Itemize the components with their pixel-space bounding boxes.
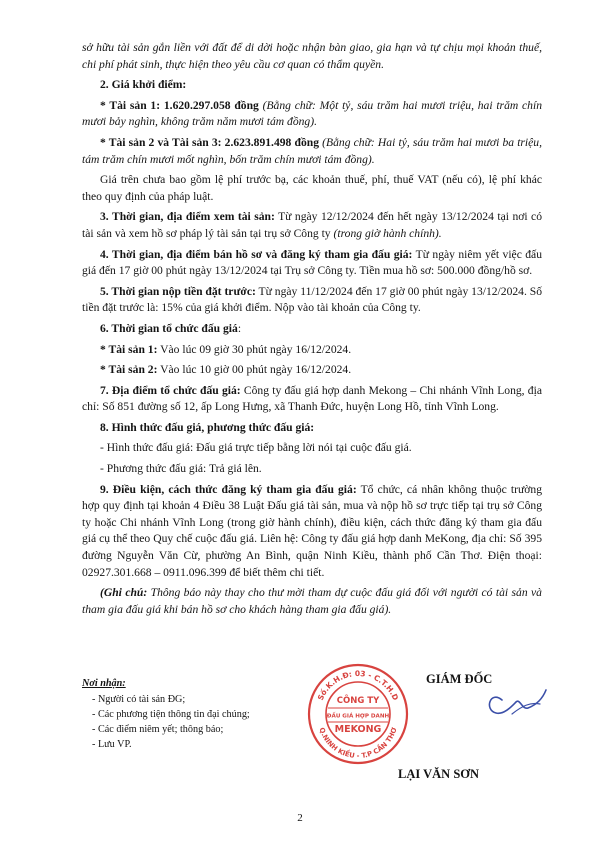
svg-text:MEKONG: MEKONG — [334, 724, 382, 735]
section-3 — [82, 209, 542, 242]
section-6-heading-text: 6. Thời gian tổ chức đấu giá — [100, 321, 238, 335]
section-5-heading: 5. Thời gian nộp tiền đặt trước: — [100, 284, 256, 298]
recipients-title: Nơi nhận: — [82, 678, 126, 689]
section-3-italic: (trong giờ hành chính). — [333, 226, 442, 240]
note-label: (Ghi chú: — [100, 586, 148, 600]
asset-1-price-label: * Tài sản 1: 1.620.297.058 đồng — [100, 98, 259, 112]
section-7-text: Công ty đấu giá hợp danh Mekong – Chi nhánh Vĩnh Long, địa chỉ: Số 851 đường số 12, ấp Long Hưng, xã Thanh Đức, huyện Long Hồ, tỉnh Vĩnh Long. — [82, 383, 542, 414]
section-2-heading: 2. Giá khởi điểm: — [100, 78, 187, 92]
section-9 — [82, 482, 542, 582]
section-7 — [82, 383, 542, 416]
section-8-method: - Phương thức đấu giá: Trả giá lên. — [100, 462, 262, 476]
section-6-asset-2-time: Vào lúc 10 giờ 00 phút ngày 16/12/2024. — [157, 363, 352, 377]
svg-text:ĐẤU GIÁ HỢP DANH: ĐẤU GIÁ HỢP DANH — [326, 713, 390, 720]
recipient-item: - Các điểm niêm yết; thông báo; — [92, 724, 224, 735]
recipient-item: - Người có tài sản ĐG; — [92, 694, 186, 705]
recipients-block — [82, 676, 342, 752]
section-8-form: - Hình thức đấu giá: Đấu giá trực tiếp bằng lời nói tại cuộc đấu giá. — [100, 441, 412, 455]
section-8-heading: 8. Hình thức đấu giá, phương thức đấu giá: — [100, 420, 315, 434]
signer-role: GIÁM ĐỐC — [426, 672, 493, 686]
section-6-asset-2-label: * Tài sản 2: — [100, 363, 158, 377]
note-text: Thông báo này thay cho thư mời tham dự cuộc đấu giá đối với người có tài sản và tham gia đấu giá khi bán hồ sơ cho khách hàng tham gia đấu giá). — [82, 586, 542, 616]
recipient-item: - Lưu VP. — [92, 739, 132, 750]
asset-23-price-label: * Tài sản 2 và Tài sản 3: 2.623.891.498 đồng — [100, 135, 319, 149]
price-note: Giá trên chưa bao gồm lệ phí trước bạ, các khoản thuế, phí, thuế VAT (nếu có), lệ phí khác theo quy định của pháp luật. — [82, 173, 542, 203]
section-9-heading: 9. Điều kiện, cách thức đăng ký tham gia đấu giá: — [100, 482, 357, 496]
company-seal-stamp — [306, 662, 410, 766]
page-number: 2 — [297, 812, 303, 824]
section-4-text: Từ ngày niêm yết việc đấu giá đến 17 giờ 00 phút ngày 13/12/2024 tại Trụ sở Công ty. Tiền mua hồ sơ: 500.000 đồng/hồ sơ. — [82, 247, 542, 278]
section-4-heading: 4. Thời gian, địa điểm bán hồ sơ và đăng ký tham gia đấu giá: — [100, 247, 413, 261]
section-5 — [82, 284, 542, 317]
section-6-asset-1-label: * Tài sản 1: — [100, 342, 158, 356]
note — [82, 585, 542, 618]
asset-23-price-words: (Bằng chữ: Hai tỷ, sáu trăm hai mươi ba triệu, tám trăm chín mươi mốt nghìn, bốn trăm chín mươi tám đồng). — [82, 135, 542, 166]
section-9-text: Tổ chức, cá nhân không thuộc trường hợp quy định tại khoản 4 Điều 38 Luật Đấu giá tài sản, mua và nộp hồ sơ trực tiếp tại trụ sở Công ty hoặc Chi nhánh Vĩnh Long (trong giờ hành chính), điều kiện, cách thức đăng ký tham gia đấu giá cụ thể theo Quy chế cuộc đấu giá. Liên hệ: Công ty đấu giá hợp danh MeKong, địa chỉ: Số 395 đường Nguyễn Văn Cừ, phường An Bình, quận Ninh Kiều, thành phố Cần Thơ. Điện thoại: 02927.301.668 – 0911.096.399 để biết thêm chi tiết. — [82, 482, 542, 579]
section-6-asset-1 — [82, 342, 542, 359]
section-6-asset-1-time: Vào lúc 09 giờ 30 phút ngày 16/12/2024. — [157, 342, 352, 356]
section-3-heading: 3. Thời gian, địa điểm xem tài sản: — [100, 210, 275, 224]
asset-1-price-words: (Bằng chữ: Một tỷ, sáu trăm hai mươi triệu, hai trăm chín mươi bảy nghìn, không trăm năm mươi tám đồng). — [82, 98, 542, 129]
asset-1-price — [82, 98, 542, 131]
intro-paragraph: sở hữu tài sản gắn liền với đất để di dời hoặc nhận bàn giao, gia hạn và tự chịu mọi khoản thuế, chi phí phát sinh, thực hiện theo yêu cầu cơ quan có thẩm quyền. — [82, 41, 542, 71]
section-3-text: Từ ngày 12/12/2024 đến hết ngày 13/12/2024 tại nơi có tài sản và xem hồ sơ pháp lý tài sản tại trụ sở Công ty — [82, 210, 543, 240]
svg-text:Q.NINH KIỀU - T.P CẦN THƠ: Q.NINH KIỀU - T.P CẦN THƠ — [317, 726, 399, 761]
section-6-heading-colon: : — [237, 321, 242, 335]
section-5-text: Từ ngày 11/12/2024 đến 17 giờ 00 phút ngày 13/12/2024. Số tiền đặt trước là: 15% của giá khởi điểm. Nộp vào tài khoản của Công ty. — [82, 284, 543, 315]
handwritten-signature — [482, 680, 552, 720]
svg-text:CÔNG TY: CÔNG TY — [336, 696, 380, 706]
section-4 — [82, 247, 542, 280]
signer-name: LẠI VĂN SƠN — [398, 767, 480, 781]
section-6-heading — [82, 321, 542, 338]
section-7-heading: 7. Địa điểm tổ chức đấu giá: — [100, 383, 241, 397]
recipient-item: - Các phương tiện thông tin đại chúng; — [92, 709, 250, 720]
svg-text:Số.K.H.Đ: 03 - C.T.H.D: Số.K.H.Đ: 03 - C.T.H.D — [315, 668, 401, 702]
document-body — [82, 40, 542, 622]
section-6-asset-2 — [82, 362, 542, 379]
asset-23-price — [82, 135, 542, 168]
